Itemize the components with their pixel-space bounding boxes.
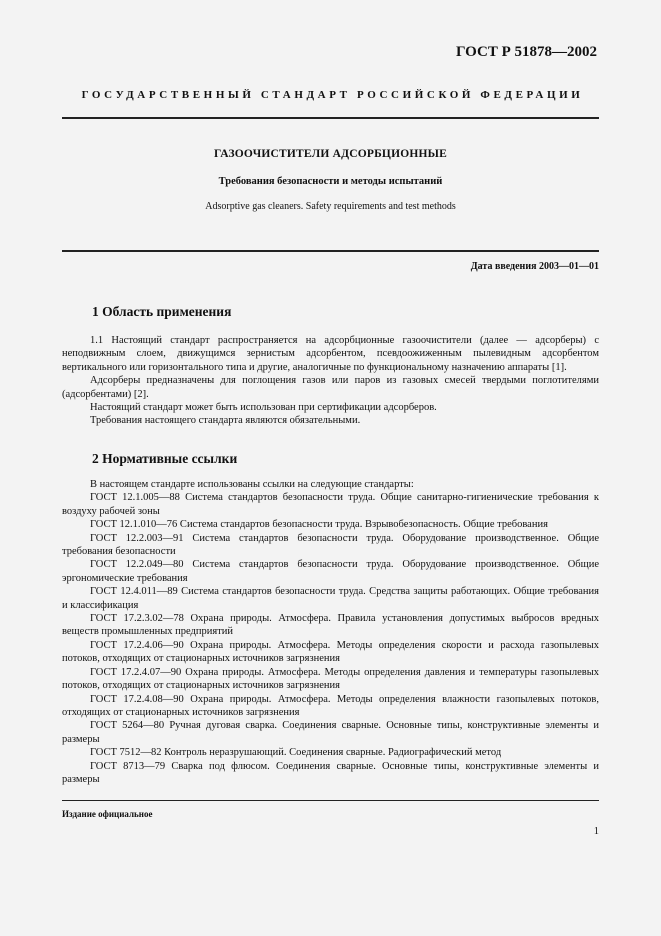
document-title: ГАЗООЧИСТИТЕЛИ АДСОРБЦИОННЫЕ — [213, 148, 448, 160]
reference-item: ГОСТ 5264—80 Ручная дуговая сварка. Соединения сварные. Основные типы, конструктивные элементы и размеры — [62, 720, 599, 745]
reference-item: ГОСТ 17.2.4.07—90 Охрана природы. Атмосфера. Методы определения давления и температуры газопылевых потоков, отходящих от стационарных источников загрязнения — [62, 666, 599, 692]
reference-item: ГОСТ 12.1.005—88 Система стандартов безопасности труда. Общие санитарно-гигиенические требования к воздуху рабочей зоны — [62, 492, 599, 517]
reference-item: ГОСТ 7512—82 Контроль неразрушающий. Соединения сварные. Радиографический метод — [90, 747, 502, 759]
footer-rule — [62, 800, 599, 801]
section-body-scope — [62, 334, 599, 428]
reference-item: ГОСТ 12.4.011—89 Система стандартов безопасности труда. Средства защиты работающих. Общие требования и классификация — [62, 586, 599, 611]
official-edition-label: Издание официальное — [62, 809, 153, 819]
section-body-references — [62, 478, 599, 786]
section-heading-references: 2 Нормативные ссылки — [92, 451, 238, 466]
reference-item: ГОСТ 12.2.049—80 Система стандартов безопасности труда. Оборудование производственное. Общие эргономические требования — [62, 559, 599, 584]
paragraph: Настоящий стандарт может быть использован при сертификации адсорберов. — [90, 402, 437, 414]
standard-code: ГОСТ Р 51878—2002 — [455, 44, 597, 60]
introduction-date: Дата введения 2003—01—01 — [470, 261, 599, 272]
paragraph: Адсорберы предназначены для поглощения газов или паров из газовых смесей твердыми поглотителями (адсорбентами) [2]. — [62, 375, 599, 400]
reference-item: ГОСТ 12.2.003—91 Система стандартов безопасности труда. Оборудование производственное. Общие требования безопасности — [62, 532, 599, 558]
paragraph: 1.1 Настоящий стандарт распространяется на адсорбционные газоочистители (далее — адсорберы) с неподвижным слоем, движущимся зернистым адсорбентом, псевдоожиженным пылевидным адсорбентом вертикального или горизонтального типа и другие, аналогичные по функциональному назначению аппараты [1]. — [62, 335, 599, 373]
reference-item: ГОСТ 17.2.4.06—90 Охрана природы. Атмосфера. Методы определения скорости и расхода газопылевых потоков, отходящих от стационарных источников загрязнения — [62, 639, 599, 665]
page-number: 1 — [593, 826, 599, 837]
top-rule — [62, 117, 599, 119]
title-rule — [62, 250, 599, 252]
reference-item: ГОСТ 17.2.4.08—90 Охрана природы. Атмосфера. Методы определения влажности газопылевых потоков, отходящих от стационарных источников загрязнения — [62, 693, 599, 718]
reference-item: ГОСТ 12.1.010—76 Система стандартов безопасности труда. Взрывобезопасность. Общие требования — [90, 519, 548, 531]
paragraph: В настоящем стандарте использованы ссылки на следующие стандарты: — [90, 479, 414, 490]
section-heading-scope: 1 Область применения — [92, 304, 232, 319]
reference-item: ГОСТ 17.2.3.02—78 Охрана природы. Атмосфера. Правила установления допустимых выбросов вредных веществ промышленных предприятий — [62, 613, 599, 638]
document-subtitle: Требования безопасности и методы испытаний — [218, 176, 443, 187]
english-title: Adsorptive gas cleaners. Safety requirements and test methods — [205, 201, 456, 212]
reference-item: ГОСТ 8713—79 Сварка под флюсом. Соединения сварные. Основные типы, конструктивные элементы и размеры — [62, 760, 599, 785]
state-standard-heading: ГОСУДАРСТВЕННЫЙ СТАНДАРТ РОССИЙСКОЙ ФЕДЕРАЦИИ — [81, 89, 584, 101]
paragraph: Требования настоящего стандарта являются обязательными. — [90, 415, 361, 427]
